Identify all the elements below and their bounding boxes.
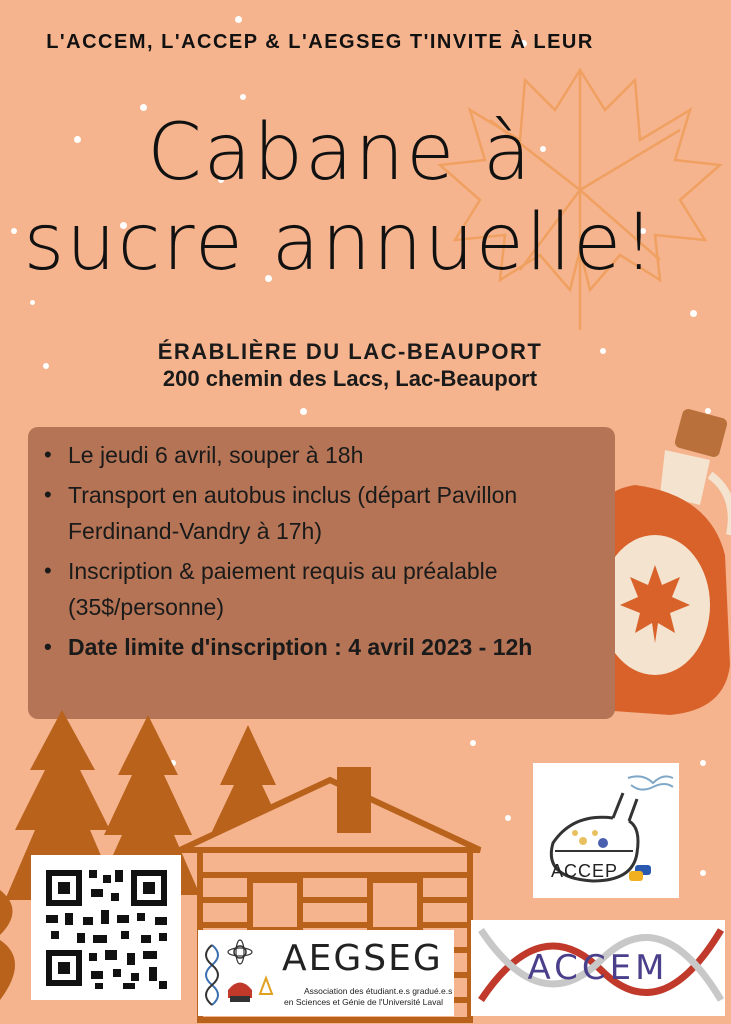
snowflake bbox=[11, 228, 17, 234]
event-title-line1: Cabane à bbox=[147, 108, 533, 198]
aegseg-tagline-2: en Sciences et Génie de l'Université Laval bbox=[284, 997, 443, 1007]
aegseg-name: AEGSEG bbox=[282, 938, 443, 979]
detail-item-deadline: • Date limite d'inscription : 4 avril 2023 - 12h bbox=[68, 629, 603, 665]
event-details-list bbox=[68, 437, 603, 665]
snowflake bbox=[235, 16, 242, 23]
detail-item-registration: • Inscription & paiement requis au préalable (35$/personne) bbox=[68, 553, 603, 625]
event-title bbox=[20, 108, 660, 288]
snowflake bbox=[30, 300, 35, 305]
event-details-panel bbox=[28, 427, 615, 719]
invitation-header: L'ACCEM, L'ACCEP & L'AEGSEG T'INVITE À LEUR bbox=[46, 31, 594, 53]
qr-code-icon[interactable] bbox=[31, 855, 181, 1000]
snowflake bbox=[43, 363, 49, 369]
accem-name: ACCEM bbox=[527, 948, 669, 988]
aegseg-logo bbox=[198, 930, 454, 1016]
venue-name: ÉRABLIÈRE DU LAC-BEAUPORT bbox=[157, 339, 543, 364]
aegseg-tagline-1: Association des étudiant.e.s gradué.e.s bbox=[304, 986, 453, 996]
snowflake bbox=[300, 408, 307, 415]
accep-name: ACCEP bbox=[551, 861, 619, 881]
accem-logo bbox=[471, 920, 725, 1016]
detail-item-transport: • Transport en autobus inclus (départ Pavillon Ferdinand-Vandry à 17h) bbox=[68, 477, 603, 549]
snowflake bbox=[240, 94, 246, 100]
venue-block bbox=[60, 338, 640, 392]
accep-logo bbox=[533, 763, 679, 898]
venue-address: 200 chemin des Lacs, Lac-Beauport bbox=[162, 366, 538, 391]
dna-icon bbox=[200, 930, 280, 1016]
detail-item-date: • Le jeudi 6 avril, souper à 18h bbox=[68, 437, 603, 473]
event-title-line2: sucre annuelle! bbox=[23, 198, 657, 288]
snowflake bbox=[690, 310, 697, 317]
